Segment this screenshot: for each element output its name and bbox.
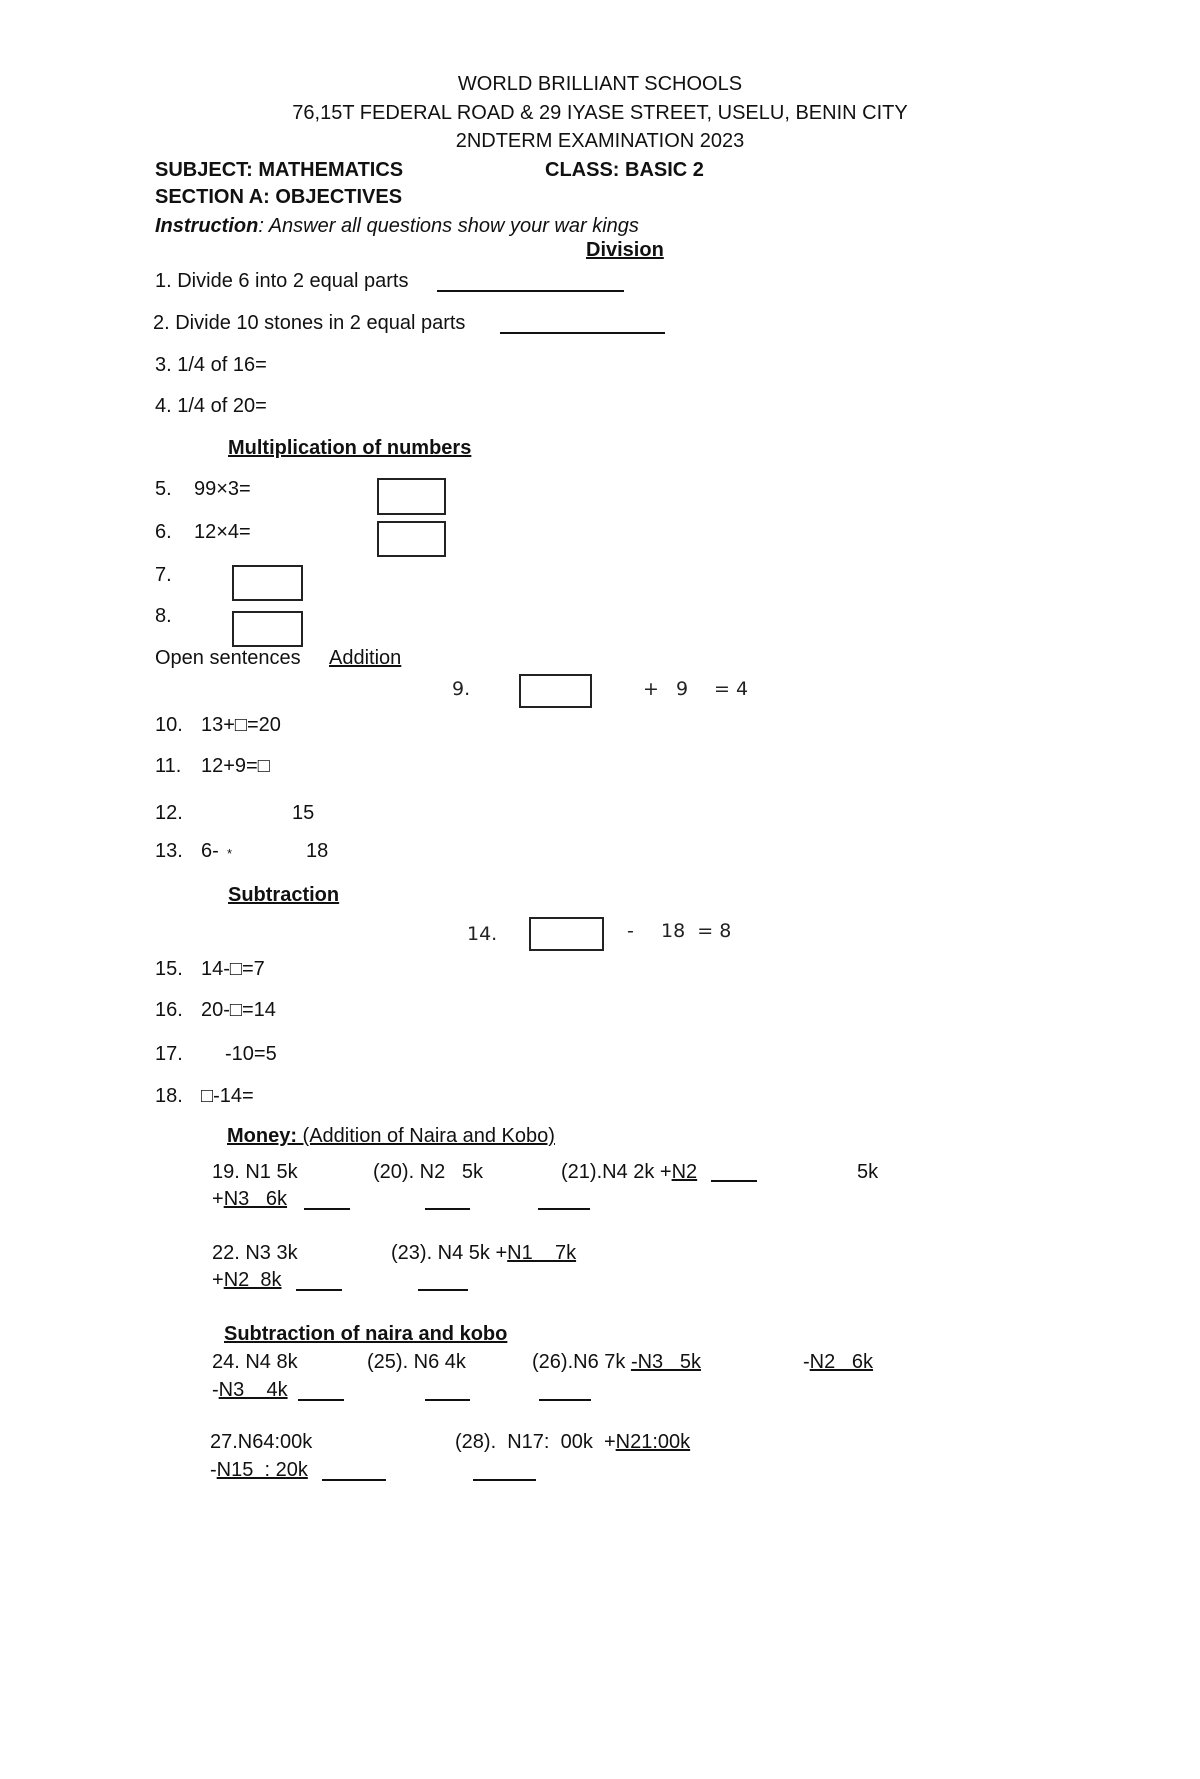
section-label: SECTION A: OBJECTIVES [155,186,403,208]
question-9-nine: 9 [676,678,689,700]
question-19: 19. N1 5k [212,1161,298,1183]
answer-box-5[interactable] [377,478,446,515]
question-23-text: (23). N4 5k + [391,1242,508,1264]
question-28-text: (28). N17: 00k + [455,1431,616,1453]
question-2: 2. Divide 10 stones in 2 equal parts [153,312,466,334]
question-22-addend [212,1268,282,1292]
question-24-minus: - [212,1379,219,1401]
class-label: CLASS: BASIC 2 [545,159,704,181]
question-24-subtrahend-value: N3 4k [218,1379,288,1401]
question-14-result: 18 = 8 [661,920,732,942]
question-10-number: 10. [155,714,183,736]
answer-line-21a[interactable] [711,1180,757,1182]
answer-line-27[interactable] [322,1479,386,1481]
question-19-addend-value: N3 6k [223,1188,288,1210]
question-13-mark: * [227,846,233,861]
question-6-number: 6. [155,521,172,543]
school-address: 76,15T FEDERAL ROAD & 29 IYASE STREET, USELU, BENIN CITY [292,102,908,124]
answer-line-2[interactable] [500,332,665,334]
question-21-kobo: 5k [857,1161,879,1183]
question-27: 27.N64:00k [210,1431,313,1453]
question-26-second-value: N2 6k [809,1351,874,1373]
division-heading: Division [586,239,664,261]
school-name: WORLD BRILLIANT SCHOOLS [457,73,743,95]
question-27-minus: - [210,1459,217,1481]
question-12: 15 [292,802,315,824]
question-17-number: 17. [155,1043,183,1065]
question-13: 6- [201,840,219,862]
question-18: □-14= [201,1085,254,1107]
question-28-underlined: N21:00k [615,1431,691,1453]
money-heading-label: Money: [227,1125,297,1147]
question-20: (20). N2 5k [373,1161,484,1183]
question-26-text: (26).N6 7k [532,1351,631,1373]
question-24: 24. N4 8k [212,1351,298,1373]
question-11-number: 11. [155,755,182,777]
question-8-number: 8. [155,605,172,627]
money-subtraction-heading: Subtraction of naira and kobo [224,1323,508,1345]
subject-label: SUBJECT: MATHEMATICS [155,159,404,181]
answer-line-24[interactable] [298,1399,344,1401]
answer-line-23[interactable] [418,1289,468,1291]
question-4: 4. 1/4 of 20= [155,395,267,417]
multiplication-heading: Multiplication of numbers [228,437,472,459]
money-heading-text: (Addition of Naira and Kobo) [297,1125,555,1147]
question-21 [561,1160,697,1184]
question-26 [532,1350,701,1374]
question-19-addend [212,1187,287,1211]
question-23-underlined: N1 7k [507,1242,577,1264]
question-27-subtrahend-value: N15 : 20k [216,1459,308,1481]
question-10: 13+□=20 [201,714,281,736]
question-25: (25). N6 4k [367,1351,466,1373]
money-heading [227,1124,555,1148]
question-16-number: 16. [155,999,183,1021]
question-9-plus: + [643,678,659,700]
question-26-minus: - [803,1351,810,1373]
question-13-number: 13. [155,840,183,862]
question-13-value: 18 [306,840,329,862]
question-21-text: (21).N4 2k + [561,1161,672,1183]
question-15-number: 15. [155,958,183,980]
question-14-number: 14. [467,923,498,945]
question-3: 3. 1/4 of 16= [155,354,267,376]
question-18-number: 18. [155,1085,183,1107]
answer-line-20[interactable] [425,1208,470,1210]
addition-heading: Addition [329,647,402,669]
answer-box-6[interactable] [377,521,446,557]
instruction-label: Instruction [155,215,259,237]
question-27-subtrahend [210,1458,308,1482]
instruction [155,214,639,238]
question-12-number: 12. [155,802,183,824]
question-23 [391,1241,576,1265]
answer-line-26[interactable] [539,1399,591,1401]
open-sentences-label: Open sentences [155,647,301,669]
subtraction-heading: Subtraction [228,884,340,906]
question-28 [455,1430,690,1454]
question-22-addend-value: N2 8k [223,1269,282,1291]
question-26-underlined: -N3 5k [630,1351,701,1373]
question-15: 14-□=7 [201,958,265,980]
question-9-result: = 4 [714,678,749,700]
question-19-plus: + [212,1188,224,1210]
answer-box-9[interactable] [519,674,592,708]
instruction-text: : Answer all questions show your war kings [258,215,639,237]
question-24-subtrahend [212,1378,288,1402]
answer-line-25[interactable] [425,1399,470,1401]
question-5: 99×3= [194,478,251,500]
question-21-underlined: N2 [671,1161,698,1183]
question-22-plus: + [212,1269,224,1291]
answer-box-8[interactable] [232,611,303,647]
question-14-minus: - [627,920,634,942]
question-1: 1. Divide 6 into 2 equal parts [155,270,409,292]
question-16: 20-□=14 [201,999,276,1021]
question-5-number: 5. [155,478,172,500]
exam-title: 2NDTERM EXAMINATION 2023 [455,130,745,152]
question-26-second [803,1350,873,1374]
answer-box-14[interactable] [529,917,604,951]
answer-line-1[interactable] [437,290,624,292]
question-6: 12×4= [194,521,251,543]
answer-line-22[interactable] [296,1289,342,1291]
question-22: 22. N3 3k [212,1242,298,1264]
answer-line-19[interactable] [304,1208,350,1210]
answer-line-21[interactable] [538,1208,590,1210]
question-7-number: 7. [155,564,172,586]
answer-box-7[interactable] [232,565,303,601]
question-17: -10=5 [225,1043,277,1065]
answer-line-28[interactable] [473,1479,536,1481]
question-11: 12+9=□ [201,755,270,777]
question-9-number: 9. [452,678,471,700]
